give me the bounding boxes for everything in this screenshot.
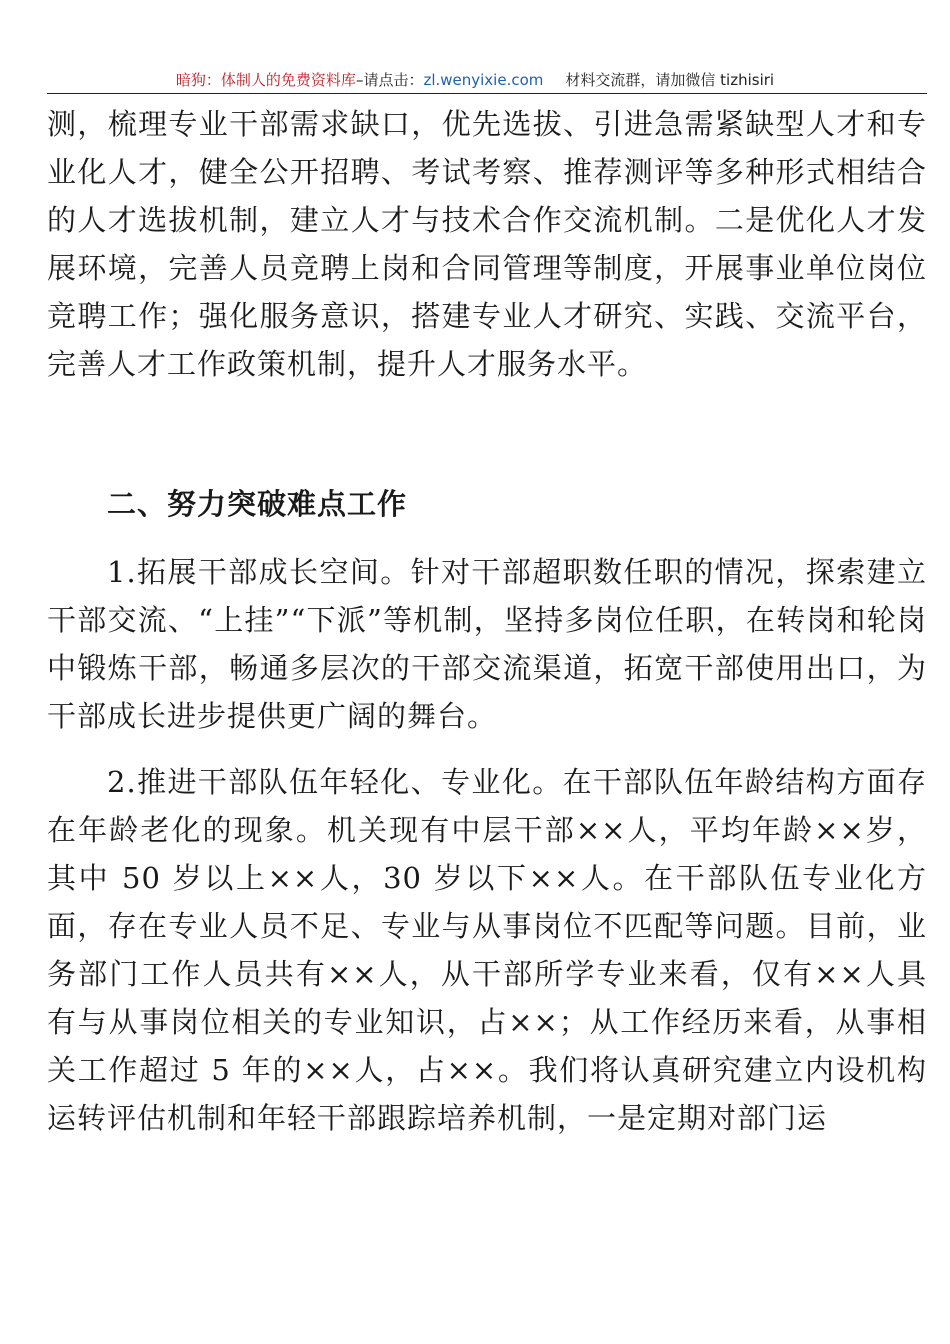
header-site-link[interactable]: zl.wenyixie.com (423, 71, 544, 89)
paragraph-continued: 测，梳理专业干部需求缺口，优先选拔、引进急需紧缺型人才和专业化人才，健全公开招聘、考试考察、推荐测评等多种形式相结合的人才选拔机制，建立人才与技术合作交流机制。二是优化人才发展环境，完善人员竞聘上岗和合同管理等制度，开展事业单位岗位竞聘工作；强化服务意识，搭建专业人才研究、实践、交流平台，完善人才工作政策机制，提升人才服务水平。 (47, 107, 927, 381)
page-header (0, 70, 950, 90)
paragraph-item-2: 2.推进干部队伍年轻化、专业化。在干部队伍年龄结构方面存在年龄老化的现象。机关现有中层干部××人，平均年龄××岁，其中 50 岁以上××人，30 岁以下××人。在干部队伍专业化方面，存在专业人员不足、专业与从事岗位不匹配等问题。目前，业务部门工作人员共有××人，从干部所学专业来看，仅有××人具有与从事岗位相关的专业知识，占××；从工作经历来看，从事相关工作超过 5 年的××人，占××。我们将认真研究建立内设机构运转评估机制和年轻干部跟踪培养机制，一是定期对部门运 (47, 765, 927, 1135)
section-heading: 二、努力突破难点工作 (107, 487, 408, 521)
header-divider (47, 93, 927, 94)
header-click-prompt: –请点击： (355, 71, 424, 89)
header-site-name: 暗狗：体制人的免费资料库 (175, 71, 356, 89)
header-wechat-note: 材料交流群，请加微信 tizhisiri (565, 71, 775, 89)
document-body (47, 100, 927, 1142)
paragraph-item-1: 1.拓展干部成长空间。针对干部超职数任职的情况，探索建立干部交流、“上挂”“下派”等机制，坚持多岗位任职，在转岗和轮岗中锻炼干部，畅通多层次的干部交流渠道，拓宽干部使用出口，为干部成长进步提供更广阔的舞台。 (47, 555, 927, 733)
